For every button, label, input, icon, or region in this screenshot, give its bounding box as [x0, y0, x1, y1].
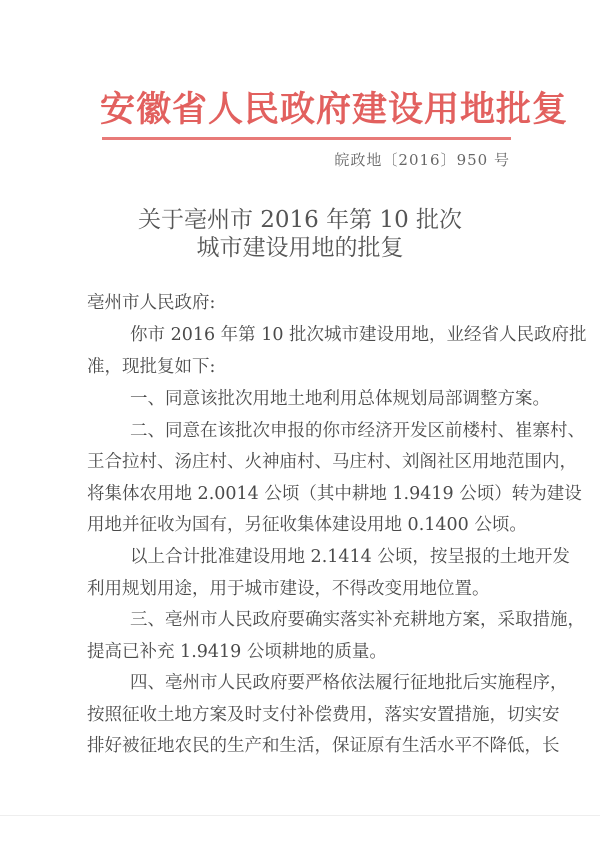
- body-line: 排好被征地农民的生产和生活，保证原有生活水平不降低，长: [87, 736, 560, 756]
- body-line: 以上合计批准建设用地 2.1414 公顷，按呈报的土地开发: [130, 547, 570, 567]
- body-line: 按照征收土地方案及时支付补偿费用，落实安置措施，切实安: [87, 705, 560, 725]
- header-red-divider: [102, 137, 511, 140]
- page-bottom-edge: [0, 815, 600, 816]
- body-line: 二、同意在该批次申报的你市经济开发区前楼村、崔寨村、: [130, 421, 585, 441]
- body-line: 一、同意该批次用地土地利用总体规划局部调整方案。: [130, 389, 550, 409]
- body-line: 王合拉村、汤庄村、火神庙村、马庄村、刘阁社区用地范围内，: [87, 452, 577, 472]
- document-title-line-1: 关于亳州市 2016 年第 10 批次: [137, 207, 463, 233]
- body-line: 将集体农用地 2.0014 公顷（其中耕地 1.9419 公顷）转为建设: [87, 484, 582, 504]
- document-number: 皖政地〔2016〕950 号: [334, 151, 510, 169]
- body-line: 三、亳州市人民政府要确实落实补充耕地方案，采取措施，: [130, 610, 585, 630]
- document-title-line-2: 城市建设用地的批复: [196, 235, 404, 261]
- body-line: 准，现批复如下:: [87, 357, 216, 377]
- body-line: 利用规划用途，用于城市建设，不得改变用地位置。: [87, 579, 490, 599]
- body-line: 用地并征收为国有，另征收集体建设用地 0.1400 公顷。: [87, 515, 527, 535]
- addressee: 亳州市人民政府:: [87, 293, 216, 313]
- body-line: 你市 2016 年第 10 批次城市建设用地，业经省人民政府批: [130, 325, 587, 345]
- body-line: 四、亳州市人民政府要严格依法履行征地批后实施程序，: [130, 673, 568, 693]
- header-title: 安徽省人民政府建设用地批复: [100, 90, 569, 130]
- body-line: 提高已补充 1.9419 公顷耕地的质量。: [87, 642, 387, 662]
